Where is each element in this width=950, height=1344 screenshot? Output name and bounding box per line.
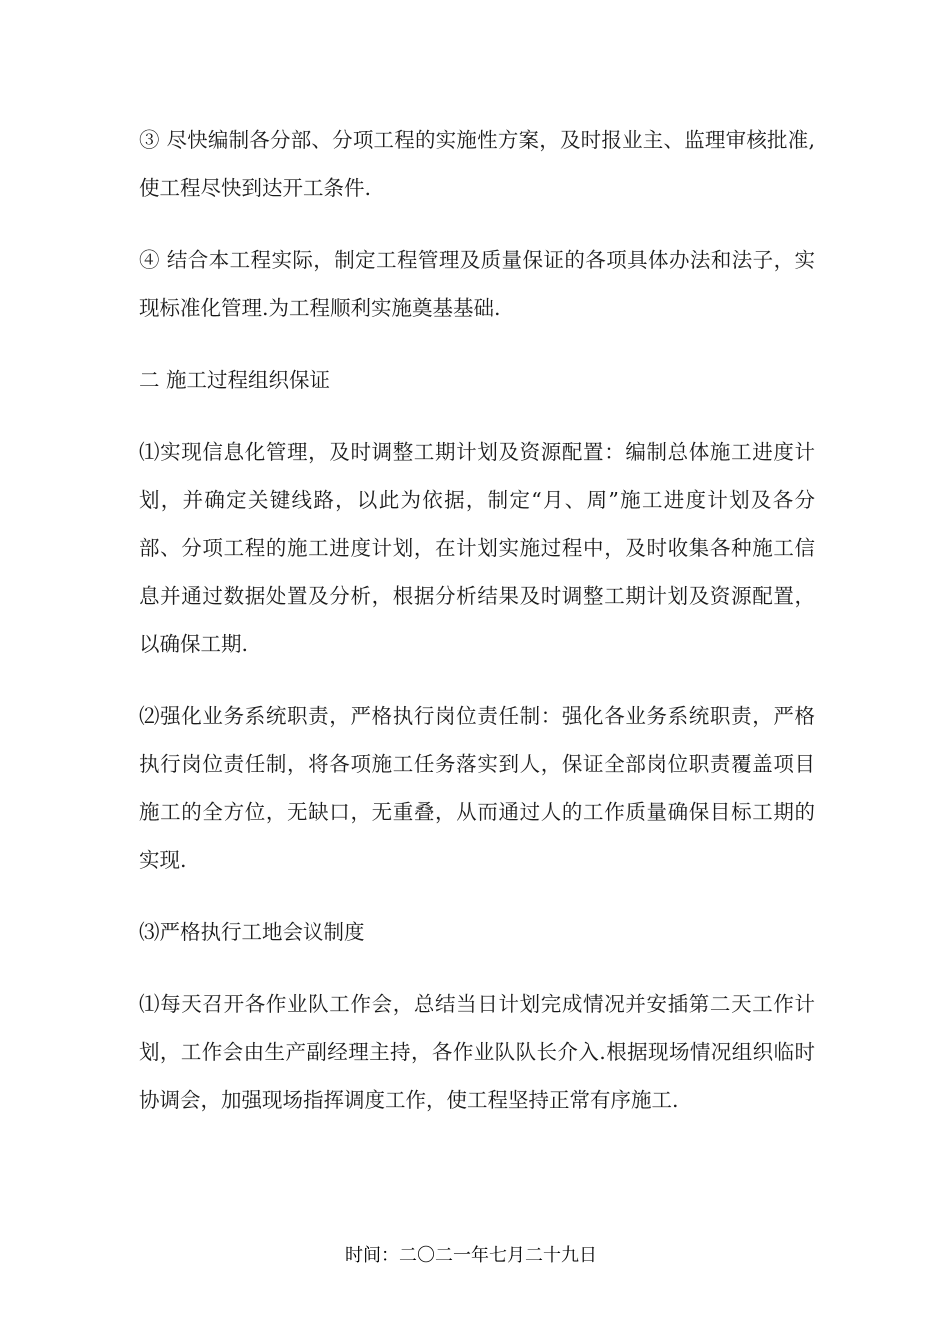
paragraph-daily-meeting: ⑴每天召开各作业队工作会，总结当日计划完成情况并安插第二天工作计划，工作会由生产副经理主持，各作业队队长介入.根据现场情况组织临时协调会，加强现场指挥调度工作，使工程坚持正常有序施工. (139, 992, 815, 1112)
footer-date: 时间：二〇二一年七月二十九日 (345, 1245, 597, 1266)
section-heading-construction-process: 二 施工过程组织保证 (139, 368, 331, 392)
document-body (139, 116, 815, 1148)
subheading-site-meeting-system: ⑶严格执行工地会议制度 (139, 920, 365, 944)
paragraph-information-management: ⑴实现信息化管理，及时调整工期计划及资源配置：编制总体施工进度计划，并确定关键线路，以此为依据，制定“月、周”施工进度计划及各分部、分项工程的施工进度计划，在计划实施过程中，及时收集各种施工信息并通过数据处置及分析，根据分析结果及时调整工期计划及资源配置，以确保工期. (139, 440, 815, 656)
paragraph-item-3: ③ 尽快编制各分部、分项工程的实施性方案，及时报业主、监理审核批准,使工程尽快到达开工条件. (139, 128, 815, 200)
paragraph-item-4: ④ 结合本工程实际，制定工程管理及质量保证的各项具体办法和法子，实现标准化管理.为工程顺利实施奠基基础. (139, 248, 815, 320)
paragraph-responsibility-system: ⑵强化业务系统职责，严格执行岗位责任制：强化各业务系统职责，严格执行岗位责任制，将各项施工任务落实到人，保证全部岗位职责覆盖项目施工的全方位，无缺口，无重叠，从而通过人的工作质量确保目标工期的实现. (139, 704, 815, 872)
